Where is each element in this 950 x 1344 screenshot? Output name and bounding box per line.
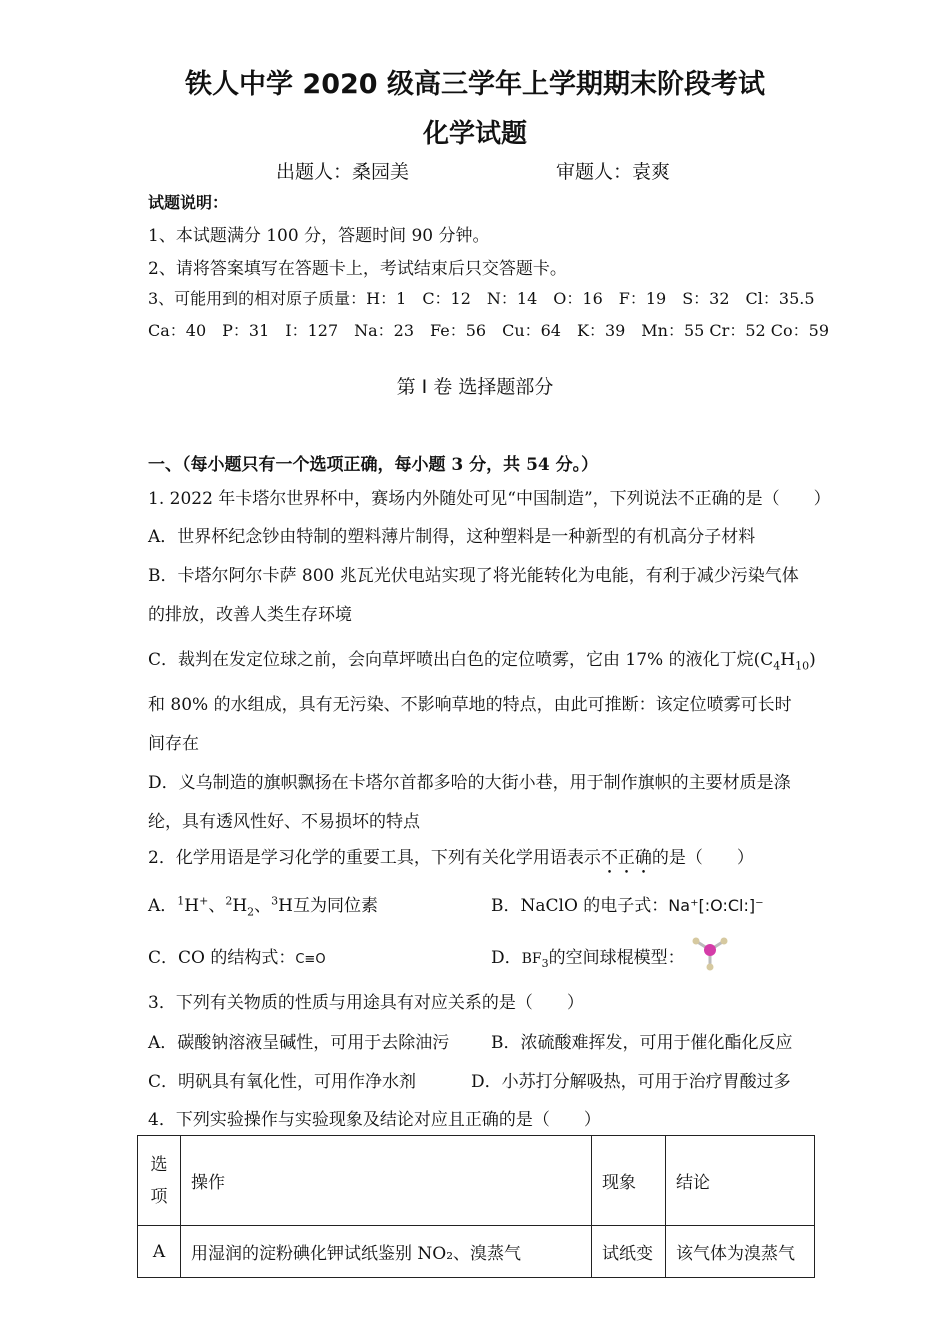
q3-option-d: D．小苏打分解吸热，可用于治疗胃酸过多 (471, 1072, 791, 1092)
header-conclusion: 结论 (666, 1136, 815, 1226)
table-header-row (138, 1136, 815, 1226)
q3-option-b: B．浓硫酸难挥发，可用于催化酯化反应 (491, 1033, 793, 1053)
q1-option-b-line1: B．卡塔尔阿尔卡萨 800 兆瓦光伏电站实现了将光能转化为电能，有利于减少污染气体 (148, 566, 799, 586)
q1-option-c-line3: 间存在 (148, 734, 199, 754)
cell-operation: 用湿润的淀粉碘化钾试纸鉴别 NO₂、溴蒸气 (181, 1226, 592, 1278)
q2-stem-emphasis: 不正确 (600, 848, 652, 868)
q3-option-c: C．明矾具有氧化性，可用作净水剂 (148, 1072, 417, 1092)
q1-stem: 1. 2022 年卡塔尔世界杯中，赛场内外随处可见“中国制造”，下列说法不正确的是（ ） (148, 489, 831, 509)
q1-option-a: A．世界杯纪念钞由特制的塑料薄片制得，这种塑料是一种新型的有机高分子材料 (148, 527, 756, 547)
instruction-item-3a: 3、可能用到的相对原子质量：H：1 C：12 N：14 O：16 F：19 S：32 Cl：35.5 (148, 289, 815, 308)
q2-b-text: B．NaClO 的电子式： (491, 896, 669, 916)
header-option-text: 选项 (150, 1154, 168, 1207)
section-title: 第 I 卷 选择题部分 (396, 376, 554, 398)
butane-formula: $(C_4H_{10})$ (753, 650, 816, 673)
q2-a-label: A． (148, 896, 178, 916)
q1-option-d-line1: D．义乌制造的旗帜飘扬在卡塔尔首都多哈的大街小巷，用于制作旗帜的主要材质是涤 (148, 773, 791, 793)
instruction-item-1: 1、本试题满分 100 分，答题时间 90 分钟。 (148, 226, 490, 246)
bf3-formula: $BF_3$ (521, 951, 549, 970)
setter: 出题人：桑园美 (276, 161, 410, 183)
isotope-formulas: $^1$H+、$^2H_2$、$^3$H (177, 894, 293, 919)
bf3-ball-stick-model-icon (688, 930, 732, 974)
q3-option-a: A．碳酸钠溶液呈碱性，可用于去除油污 (148, 1033, 450, 1053)
q3-stem: 3．下列有关物质的性质与用途具有对应关系的是（ ） (148, 993, 584, 1013)
q2-option-a (148, 891, 378, 918)
q2-option-b (491, 891, 764, 916)
exam-title: 铁人中学 2020 级高三学年上学期期末阶段考试 (185, 69, 765, 100)
q1-option-c-text: C．裁判在发定位球之前，会向草坪喷出白色的定位喷雾，它由 17% 的液化丁烷 (148, 650, 754, 670)
co-structural-formula: C≡O (295, 952, 326, 967)
part-heading: 一、（每小题只有一个选项正确，每小题 3 分，共 54 分。） (148, 455, 599, 475)
cell-option: A (138, 1226, 181, 1278)
naclo-electron-formula: Na⁺[:O:Cl:]⁻ (668, 896, 764, 915)
q2-d-label: D． (491, 948, 522, 968)
cell-conclusion: 该气体为溴蒸气 (666, 1226, 815, 1278)
q2-stem-pre: 2．化学用语是学习化学的重要工具，下列有关化学用语表示 (148, 848, 601, 868)
table-row (138, 1226, 815, 1278)
q2-c-text: C．CO 的结构式： (148, 948, 296, 968)
q2-stem (148, 843, 754, 878)
q2-d-text: 的空间球棍模型： (548, 948, 685, 968)
reviewer: 审题人：袁爽 (556, 161, 671, 183)
q2-a-text: 互为同位素 (292, 896, 378, 916)
exam-subtitle: 化学试题 (422, 119, 527, 149)
header-operation: 操作 (181, 1136, 592, 1226)
instructions-heading: 试题说明： (148, 193, 229, 212)
q1-option-d-line2: 纶，具有透风性好、不易损坏的特点 (148, 812, 420, 832)
header-phenomenon: 现象 (592, 1136, 666, 1226)
q2-stem-post: 的是（ ） (651, 848, 754, 868)
q4-options-table (137, 1135, 815, 1278)
q2-option-d (491, 943, 685, 970)
instruction-item-2: 2、请将答案填写在答题卡上，考试结束后只交答题卡。 (148, 259, 567, 279)
q2-option-c (148, 943, 326, 968)
cell-phenomenon: 试纸变 (592, 1226, 666, 1278)
q1-option-c-line2: 和 80% 的水组成，具有无污染、不影响草地的特点，由此可推断：该定位喷雾可长时 (148, 695, 792, 715)
instruction-item-3b: Ca：40 P：31 I：127 Na：23 Fe：56 Cu：64 K：39 Mn：55 Cr：52 Co：59 (148, 321, 830, 340)
q1-option-b-line2: 的排放，改善人类生存环境 (148, 605, 352, 625)
header-option (138, 1136, 181, 1226)
q1-option-c-line1 (148, 645, 816, 672)
q4-stem: 4．下列实验操作与实验现象及结论对应且正确的是（ ） (148, 1110, 601, 1130)
